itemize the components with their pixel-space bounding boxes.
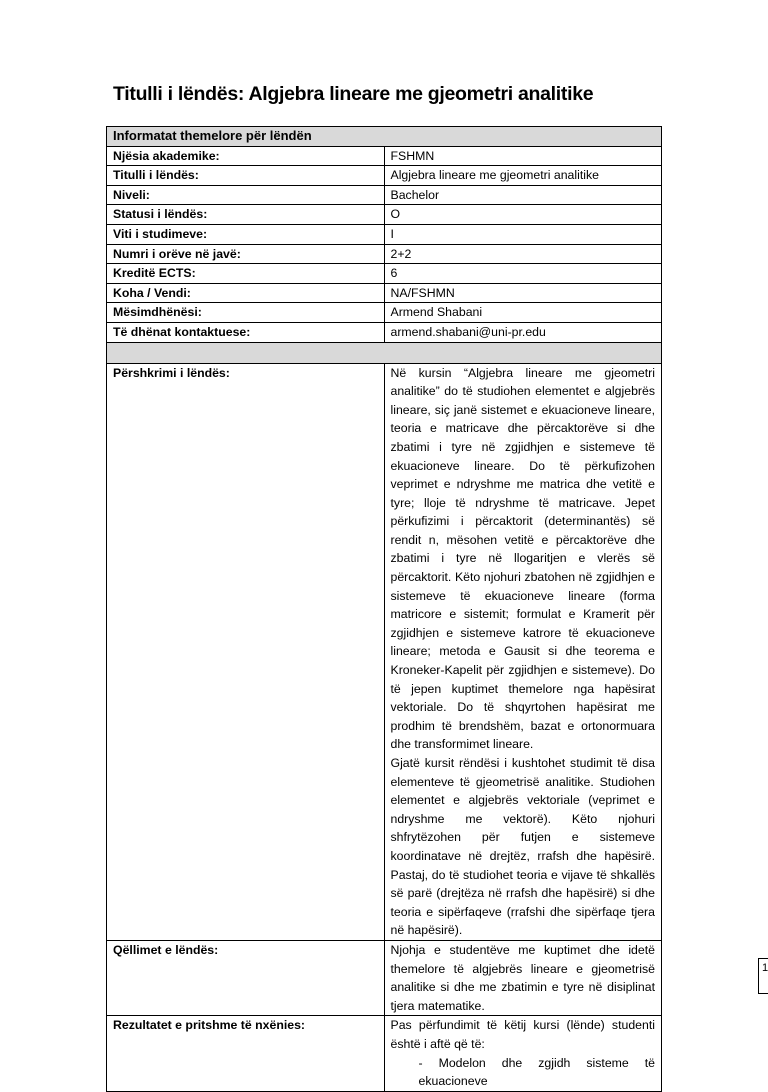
row-label: Koha / Vendi: bbox=[107, 283, 385, 303]
row-value: NA/FSHMN bbox=[384, 283, 662, 303]
row-label: Kreditë ECTS: bbox=[107, 264, 385, 284]
outcomes-label: Rezultatet e pritshme të nxënies: bbox=[107, 1016, 385, 1091]
table-row bbox=[107, 303, 662, 323]
row-value: Algjebra lineare me gjeometri analitike bbox=[384, 166, 662, 186]
row-label: Mësimdhënësi: bbox=[107, 303, 385, 323]
goals-row bbox=[107, 940, 662, 1015]
table-row bbox=[107, 146, 662, 166]
row-label: Numri i orëve në javë: bbox=[107, 244, 385, 264]
row-value: 2+2 bbox=[384, 244, 662, 264]
description-cell bbox=[384, 363, 662, 940]
table-row bbox=[107, 244, 662, 264]
goals-text: Njohja e studentëve me kuptimet dhe idetë themelore të algjebrës lineare e gjeometrisë analitike si dhe me zbatimin e tyre në disiplinat tjera matematike. bbox=[390, 942, 655, 1013]
row-label: Të dhënat kontaktuese: bbox=[107, 322, 385, 342]
description-paragraph-2: Gjatë kursit rëndësi i kushtohet studimit të disa elementeve të gjeometrisë analitike. Studiohen elementet e algjebrës vektoriale (veprimet e ndryshme me vektorë). Këto njohuri shfrytëzohen për futjen e sistemeve koordinatave në drejtëz, rrafsh dhe hapësirë. Pastaj, do të studiohet teoria e vijave të shkallës së parë (drejtëza në rrafsh dhe hapësirë) si dhe teoria e sipërfaqeve (rrafshi dhe sipërfaqe tjera në hapësirë). bbox=[390, 756, 655, 938]
row-value: FSHMN bbox=[384, 146, 662, 166]
row-label: Niveli: bbox=[107, 185, 385, 205]
row-label: Njësia akademike: bbox=[107, 146, 385, 166]
row-value: I bbox=[384, 224, 662, 244]
goals-label: Qëllimet e lëndës: bbox=[107, 940, 385, 1015]
page-number: 1 bbox=[758, 958, 768, 994]
row-label: Viti i studimeve: bbox=[107, 224, 385, 244]
goals-cell bbox=[384, 940, 662, 1015]
row-label: Titulli i lëndës: bbox=[107, 166, 385, 186]
description-label: Përshkrimi i lëndës: bbox=[107, 363, 385, 940]
row-value: O bbox=[384, 205, 662, 225]
table-row bbox=[107, 283, 662, 303]
description-row bbox=[107, 363, 662, 940]
separator-cell bbox=[107, 342, 662, 363]
table-row bbox=[107, 185, 662, 205]
outcomes-intro: Pas përfundimit të këtij kursi (lënde) studenti është i aftë që të: bbox=[390, 1018, 655, 1051]
outcomes-row bbox=[107, 1016, 662, 1091]
table-row bbox=[107, 264, 662, 284]
table-header: Informatat themelore për lëndën bbox=[107, 127, 662, 147]
table-row bbox=[107, 166, 662, 186]
table-row bbox=[107, 224, 662, 244]
description-paragraph-1: Në kursin “Algjebra lineare me gjeometri analitike” do të studiohen elementet e algjebrës lineare, siç janë sistemet e ekuacioneve lineare, teoria e matricave dhe përcaktorëve si dhe zbatimi i tyre në zgjidhjen e sistemeve të ekuacioneve lineare. Do të përkufizohen veprimet e ndryshme me matrica dhe vetitë e tyre; lloje të ndryshme të matricave. Jepet përkufizimi i përcaktorit (determinantës) së rendit n, mësohen vetitë e përcaktorëve dhe zbatimi i tyre në llogaritjen e vlerës së përcaktorit. Këto njohuri zbatohen në zgjidhjen e sistemeve të ekuacioneve lineare (forma matricore e sistemit; formulat e Kramerit për zgjidhjen e sistemeve katrore të ekuacioneve lineare; metoda e Gausit si dhe teorema e Kroneker-Kapelit për zgjidhjen e sistemeve). Do të jepen kuptimet themelore nga hapësirat vektoriale. Do të shqyrtohen hapësirat me prodhim të brendshëm, bazat e ortonormuara dhe transformimet lineare. bbox=[390, 365, 655, 752]
course-info-table bbox=[106, 126, 662, 1092]
row-value: 6 bbox=[384, 264, 662, 284]
table-row bbox=[107, 322, 662, 342]
row-value: Bachelor bbox=[384, 185, 662, 205]
row-value: armend.shabani@uni-pr.edu bbox=[384, 322, 662, 342]
page-title: Titulli i lëndës: Algjebra lineare me gjeometri analitike bbox=[113, 83, 594, 105]
row-label: Statusi i lëndës: bbox=[107, 205, 385, 225]
table-row bbox=[107, 205, 662, 225]
row-value: Armend Shabani bbox=[384, 303, 662, 323]
separator-row bbox=[107, 342, 662, 363]
outcomes-bullet: - Modelon dhe zgjidh sisteme të ekuacioneve bbox=[418, 1055, 655, 1089]
outcomes-cell bbox=[384, 1016, 662, 1091]
